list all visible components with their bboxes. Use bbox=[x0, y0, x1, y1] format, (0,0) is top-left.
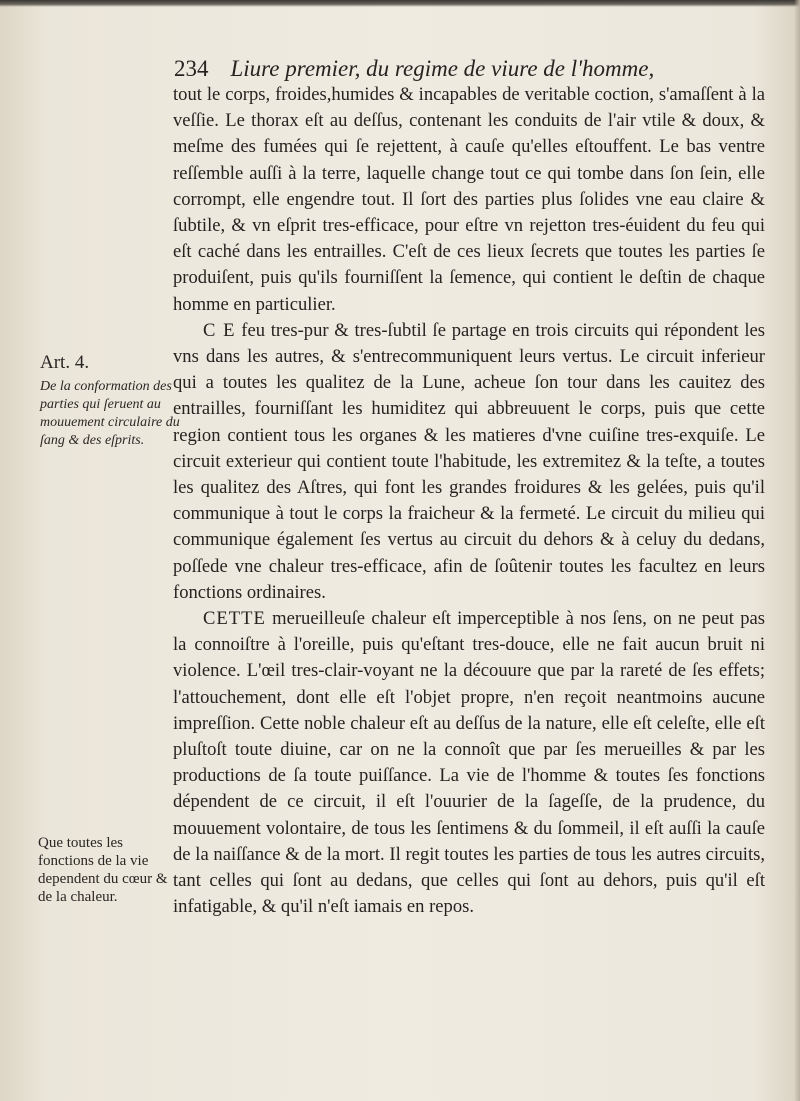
paragraph-2-lead: C E bbox=[203, 319, 236, 341]
main-text bbox=[173, 82, 765, 921]
paragraph-1: tout le corps, froides,humides & incapables de veritable coction, s'amaſſent à la veſſie. Le thorax eſt au deſſus, contenant les conduits de l'air vtile & doux, & meſme des fumées qui ſe rejettent, à cauſe qu'elles eſtouffent. Le bas ventre reſſemble auſſi à la terre, laquelle change tout ce qui tombe dans ſon ſein, elle corrompt, elle engendre tout. Il ſort des parties plus ſolides vne eau claire & ſubtile, & vn eſprit tres-efficace, pour eſtre vn rejetton tres-éuident du feu qui eſt caché dans les entrailles. C'eſt de ces lieux ſecrets que toutes les parties ſe produiſent, puis qu'ils fourniſſent la ſemence, qui contient le deſtin de chaque homme en particulier. bbox=[173, 84, 765, 315]
margin-note-conformation: De la conformation des parties qui ſeruent au mouuement circulaire du ſang & des eſprits. bbox=[40, 379, 180, 448]
paragraph-2 bbox=[173, 318, 765, 606]
paragraph-3-lead: CETTE bbox=[203, 608, 266, 630]
page-number: 234 bbox=[174, 56, 209, 81]
paragraph-3-text: merueilleuſe chaleur eſt imperceptible à nos ſens, on ne peut pas la connoiſtre à l'oreille, puis qu'eſtant tres-douce, elle ne fait aucun bruit ni violence. L'œil tres-clair-voyant ne la découure que par la rareté de ſes effets; l'attouchement, dont elle eſt l'objet propre, n'en reçoit neantmoins aucune impreſſion. Cette noble chaleur eſt au deſſus de la nature, elle eſt celeſte, elle eſt pluſtoſt toute diuine, car on ne la connoît que par ſes merueilles & par les productions de ſa toute puiſſance. La vie de l'homme & toutes ſes fonctions dépendent de ce circuit, il eſt l'ouurier de la ſageſſe, de la prudence, du mouuement volontaire, de tous les ſentimens & du ſommeil, il eſt auſſi la cauſe de la naiſſance & de la mort. Il regit toutes les parties de tous les autres circuits, tant celles qui ſont au dedans, que celles qui ſont au dehors, puis qu'il eſt infatigable, & qu'il n'eſt iamais en repos. bbox=[173, 608, 765, 918]
margin-note-chaleur: Que toutes les fonctions de la vie dependent du cœur & de la chaleur. bbox=[38, 835, 168, 905]
article-number: Art. 4. bbox=[40, 352, 90, 373]
page-right-edge bbox=[794, 0, 800, 1101]
running-title: Liure premier, du regime de viure de l'homme, bbox=[230, 56, 655, 81]
running-header bbox=[174, 54, 734, 84]
paragraph-2-text: feu tres-pur & tres-ſubtil ſe partage en trois circuits qui répondent les vns dans les autres, & s'entrecommuniquent leurs vertus. Le circuit inferieur qui a toutes les qualitez de la Lune, acheue ſon tour dans les cauitez des entrailles, fourniſſant les humiditez qui abbreuuent le corps, puis que cette region contient tous les organes & les matieres d'vne cuiſine tres-exquiſe. Le circuit exterieur qui contient toute l'habitude, les extremitez & la teſte, a toutes les qualitez des Aſtres, qui font les grandes froidures & les gelées, puis qu'il communique à tout le corps la fraicheur & la fermeté. Le circuit du milieu qui communique également ſes vertus au circuit du dehors & à celuy du dedans, poſſede vne chaleur tres-efficace, afin de ſoûtenir toutes les facultez en leurs fonctions ordinaires. bbox=[173, 319, 765, 603]
page-top-edge bbox=[0, 0, 800, 7]
paragraph-3 bbox=[173, 606, 765, 920]
